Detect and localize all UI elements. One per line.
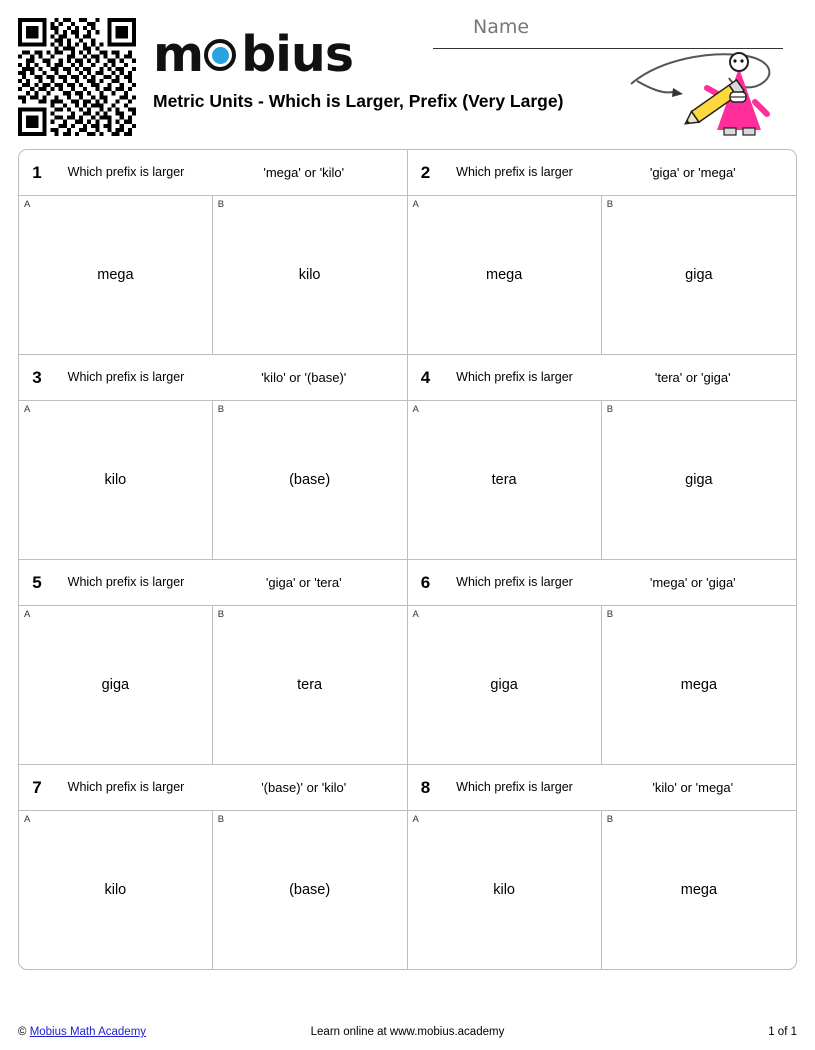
answer-choice-b[interactable] xyxy=(213,811,407,969)
question-header xyxy=(19,765,407,811)
mobius-math-academy-link[interactable]: Mobius Math Academy xyxy=(29,1026,147,1038)
question-row xyxy=(19,765,796,969)
footer-copyright xyxy=(18,1026,275,1038)
answer-choices xyxy=(19,606,407,764)
choice-label-b: B xyxy=(606,404,614,415)
choice-label-a: A xyxy=(24,814,31,825)
question-prompt: Which prefix is larger xyxy=(67,165,185,179)
question-expression: 'giga' or 'mega' xyxy=(649,165,736,180)
answer-choice-a[interactable] xyxy=(408,811,602,969)
name-label: Name xyxy=(473,16,530,38)
choice-label-a: A xyxy=(24,199,31,210)
choice-label-a: A xyxy=(24,609,31,620)
answer-choice-a[interactable] xyxy=(408,401,602,559)
answer-choice-a[interactable] xyxy=(19,811,213,969)
question-prompt: Which prefix is larger xyxy=(456,370,573,384)
choice-label-a: A xyxy=(412,404,419,415)
brand-o-icon xyxy=(204,39,240,75)
choice-text-b: giga xyxy=(685,267,713,283)
choice-label-b: B xyxy=(217,814,225,825)
question-2 xyxy=(408,150,797,354)
question-3 xyxy=(19,355,408,559)
question-5 xyxy=(19,560,408,764)
question-row xyxy=(19,355,796,560)
answer-choice-b[interactable] xyxy=(602,606,796,764)
answer-choices xyxy=(408,401,797,559)
question-header xyxy=(408,355,797,401)
choice-text-a: giga xyxy=(490,677,518,693)
footer-page-number: 1 of 1 xyxy=(768,1026,797,1038)
question-header xyxy=(408,150,797,196)
question-number: 2 xyxy=(420,162,431,182)
question-prompt: Which prefix is larger xyxy=(456,780,573,794)
choice-text-b: tera xyxy=(297,677,323,693)
choice-text-a: kilo xyxy=(104,882,127,898)
choice-text-a: tera xyxy=(491,472,517,488)
choice-text-b: kilo xyxy=(298,267,321,283)
answer-choice-a[interactable] xyxy=(19,606,213,764)
choice-label-b: B xyxy=(606,814,614,825)
answer-choice-b[interactable] xyxy=(213,606,407,764)
brand-suffix: bius xyxy=(241,26,353,83)
choice-label-b: B xyxy=(217,609,225,620)
qr-code-icon xyxy=(18,18,136,136)
page-title: Metric Units - Which is Larger, Prefix (Very Large) xyxy=(153,91,564,111)
question-row xyxy=(19,150,796,355)
question-7 xyxy=(19,765,408,969)
question-expression: 'kilo' or 'mega' xyxy=(652,780,734,795)
question-number: 6 xyxy=(420,572,431,592)
answer-choices xyxy=(408,606,797,764)
choice-text-b: giga xyxy=(685,472,713,488)
question-8 xyxy=(408,765,797,969)
choice-label-b: B xyxy=(606,199,614,210)
answer-choice-a[interactable] xyxy=(408,606,602,764)
questions-grid xyxy=(18,149,797,970)
choice-text-a: kilo xyxy=(493,882,515,898)
question-number: 7 xyxy=(32,777,42,797)
question-header xyxy=(408,560,797,606)
copyright-symbol: © xyxy=(18,1026,27,1038)
answer-choice-a[interactable] xyxy=(408,196,602,354)
question-number: 8 xyxy=(420,777,431,797)
answer-choices xyxy=(19,401,407,559)
question-expression: 'mega' or 'giga' xyxy=(649,575,736,590)
choice-text-b: mega xyxy=(680,677,718,693)
question-expression: 'giga' or 'tera' xyxy=(265,575,342,590)
answer-choices xyxy=(19,196,407,354)
answer-choice-a[interactable] xyxy=(19,196,213,354)
answer-choice-b[interactable] xyxy=(602,811,796,969)
choice-text-a: giga xyxy=(101,677,130,693)
question-6 xyxy=(408,560,797,764)
answer-choice-b[interactable] xyxy=(602,196,796,354)
choice-text-a: mega xyxy=(485,267,523,283)
footer-learn-online: Learn online at www.mobius.academy xyxy=(310,1026,505,1038)
answer-choices xyxy=(19,811,407,969)
answer-choices xyxy=(408,811,797,969)
answer-choice-b[interactable] xyxy=(213,401,407,559)
choice-text-a: mega xyxy=(97,267,134,283)
question-header xyxy=(19,560,407,606)
choice-label-b: B xyxy=(217,404,225,415)
choice-text-b: (base) xyxy=(289,882,331,898)
question-expression: 'kilo' or '(base)' xyxy=(261,370,347,385)
question-number: 5 xyxy=(32,572,42,592)
question-prompt: Which prefix is larger xyxy=(67,575,185,589)
question-4 xyxy=(408,355,797,559)
choice-label-a: A xyxy=(412,609,419,620)
choice-text-a: kilo xyxy=(104,472,127,488)
question-header xyxy=(19,355,407,401)
question-row xyxy=(19,560,796,765)
question-expression: 'mega' or 'kilo' xyxy=(263,165,345,180)
mascot-illustration xyxy=(629,40,779,145)
question-expression: 'tera' or 'giga' xyxy=(654,370,731,385)
brand-logo xyxy=(153,28,413,86)
question-number: 1 xyxy=(32,162,42,182)
question-number: 4 xyxy=(420,367,431,387)
brand-prefix: m xyxy=(153,26,204,83)
choice-label-a: A xyxy=(412,814,419,825)
question-1 xyxy=(19,150,408,354)
question-header xyxy=(408,765,797,811)
question-number: 3 xyxy=(32,367,42,387)
choice-label-a: A xyxy=(412,199,419,210)
question-expression: '(base)' or 'kilo' xyxy=(261,780,347,795)
question-header xyxy=(19,150,407,196)
page-footer xyxy=(18,1026,797,1038)
answer-choices xyxy=(408,196,797,354)
choice-label-a: A xyxy=(24,404,31,415)
answer-choice-a[interactable] xyxy=(19,401,213,559)
question-prompt: Which prefix is larger xyxy=(67,780,185,794)
choice-text-b: mega xyxy=(680,882,718,898)
question-prompt: Which prefix is larger xyxy=(456,575,573,589)
answer-choice-b[interactable] xyxy=(602,401,796,559)
choice-label-b: B xyxy=(217,199,225,210)
page-header xyxy=(18,10,797,145)
choice-label-b: B xyxy=(606,609,614,620)
question-prompt: Which prefix is larger xyxy=(67,370,185,384)
choice-text-b: (base) xyxy=(289,472,331,488)
question-prompt: Which prefix is larger xyxy=(456,165,573,179)
answer-choice-b[interactable] xyxy=(213,196,407,354)
